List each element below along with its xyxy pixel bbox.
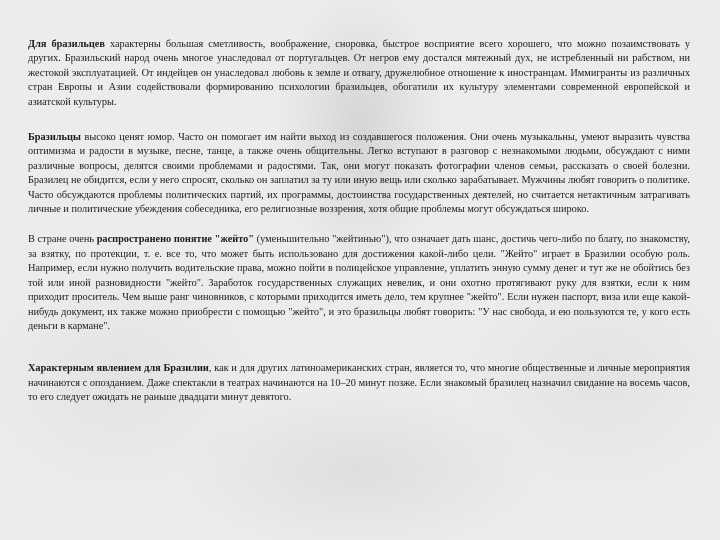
paragraph-4-lead: Характерным явлением для Бразилии (28, 363, 209, 375)
paragraph-1-text: характерны большая сметливость, воображение, сноровка, быстрое восприятие всего хорошего, что можно позаимствовать у других. Бразильский народ очень многое унаследовал от португальцев. От негров ему достался мятежный дух, не истребленный ни рабством, ни жестокой эксплуатацией. От индейцев он унаследовал любовь к земле и отвагу, дружелюбное отношение к иностранцам. Иммигранты из различных стран Европы и Азии содействовали формированию психологии бразильцев, обогатили их культуру элементами современной европейской и азиатской культуры. (28, 39, 690, 108)
paragraph-1-lead: Для бразильцев (28, 39, 105, 50)
paragraph-3 (28, 233, 690, 334)
paragraph-3-pre: В стране очень (28, 234, 97, 246)
paragraph-3-bold: распространено понятие "жейто" (96, 234, 254, 246)
paragraph-4 (28, 362, 690, 405)
document-body (28, 38, 690, 427)
paragraph-2-lead: Бразильцы (28, 132, 81, 144)
paragraph-3-text: (уменьшительно "жейтинью"), что означает дать шанс, достичь чего-либо по блату, по знакомству, за взятку, по протекции, т. е. все то, что может быть использовано для достижения какой-либо цели. "Жейто" играет в Бразилии особую роль. Например, если нужно получить водительские права, можно пойти в полицейское управление, уплатить энную сумму денег и тут же не обойтись без той или иной разновидности "жейто". Заработок государственных служащих невелик, и они охотно протягивают руку для взятки, если к ним приходит проситель. Чем выше ранг чиновников, с которыми приходится иметь дело, тем крупнее "жейто". Если нужен паспорт, виза или еще какой-нибудь документ, их также можно приобрести с помощью "жейто", и это бразильцы любят говорить: "У нас свобода, и ею пользуются те, у кого есть деньги в кармане". (28, 234, 690, 332)
paragraph-1 (28, 38, 690, 110)
paragraph-2-text: высоко ценят юмор. Часто он помогает им найти выход из создавшегося положения. Они очень музыкальны, умеют выразить чувства оптимизма и радости в музыке, песне, танце, а также очень общительны. Легко вступают в разговор с незнакомыми людьми, обсуждают с ними различные вопросы, делятся своими проблемами и радостями. Так, они могут показать фотографии членов семьи, рассказать о своей болезни. Бразилец не обидится, если у него спросят, сколько он заплатил за ту или иную вещь или сколько зарабатывает. Мужчины любят говорить о политике. Часто обсуждаются проблемы политических партий, их программы, достоинства государственных деятелей, но считается нетактичным затрагивать личные и политические убеждения собеседника, его религиозные воззрения, хотя общие проблемы могут обсуждаться широко. (28, 132, 690, 216)
paragraph-2 (28, 131, 690, 217)
paragraph-4-text: , как и для других латиноамериканских стран, является то, что многие общественные и личные мероприятия начинаются с опозданием. Даже спектакли в театрах начинаются на 10–20 минут позже. Если знакомый бразилец назначил свидание на восемь часов, то его следует ожидать не раньше двадцати минут девятого. (28, 363, 690, 404)
